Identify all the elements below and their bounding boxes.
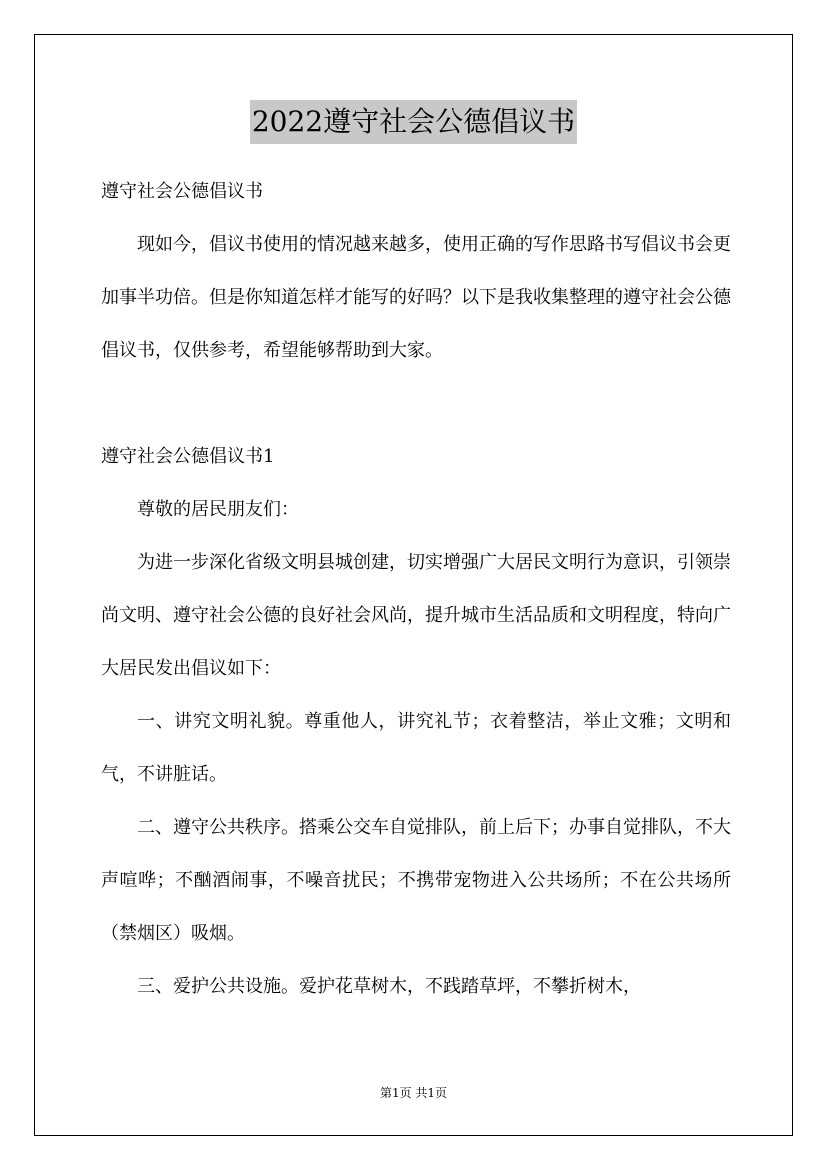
document-title: 2022遵守社会公德倡议书 (250, 100, 577, 144)
document-subtitle: 遵守社会公德倡议书 (101, 181, 263, 202)
salutation: 尊敬的居民朋友们： (137, 499, 299, 520)
body-paragraph: 为进一步深化省级文明县城创建，切实增强广大居民文明行为意识，引领崇尚文明、遵守社会公德的良好社会风尚，提升城市生活品质和文明程度，特向广大居民发出倡议如下： (101, 552, 731, 679)
body-paragraph: 一、讲究文明礼貌。尊重他人，讲究礼节；衣着整洁，举止文雅；文明和气，不讲脏话。 (101, 711, 731, 785)
section-spacer (101, 377, 731, 430)
intro-paragraph: 现如今，倡议书使用的情况越来越多，使用正确的写作思路书写倡议书会更加事半功倍。但是你知道怎样才能写的好吗？以下是我收集整理的遵守社会公德倡议书，仅供参考，希望能够帮助到大家。 (101, 234, 731, 361)
document-title-container (0, 100, 827, 144)
page-footer (0, 1083, 827, 1103)
document-body (101, 165, 731, 1013)
section-heading: 遵守社会公德倡议书1 (101, 446, 275, 467)
body-paragraph: 二、遵守公共秩序。搭乘公交车自觉排队，前上后下；办事自觉排队，不大声喧哗；不酗酒闹事，不噪音扰民；不携带宠物进入公共场所；不在公共场所（禁烟区）吸烟。 (101, 817, 731, 944)
body-paragraph: 三、爱护公共设施。爱护花草树木，不践踏草坪，不攀折树木， (137, 976, 641, 997)
page-number-label: 第1页 共1页 (379, 1086, 448, 1100)
